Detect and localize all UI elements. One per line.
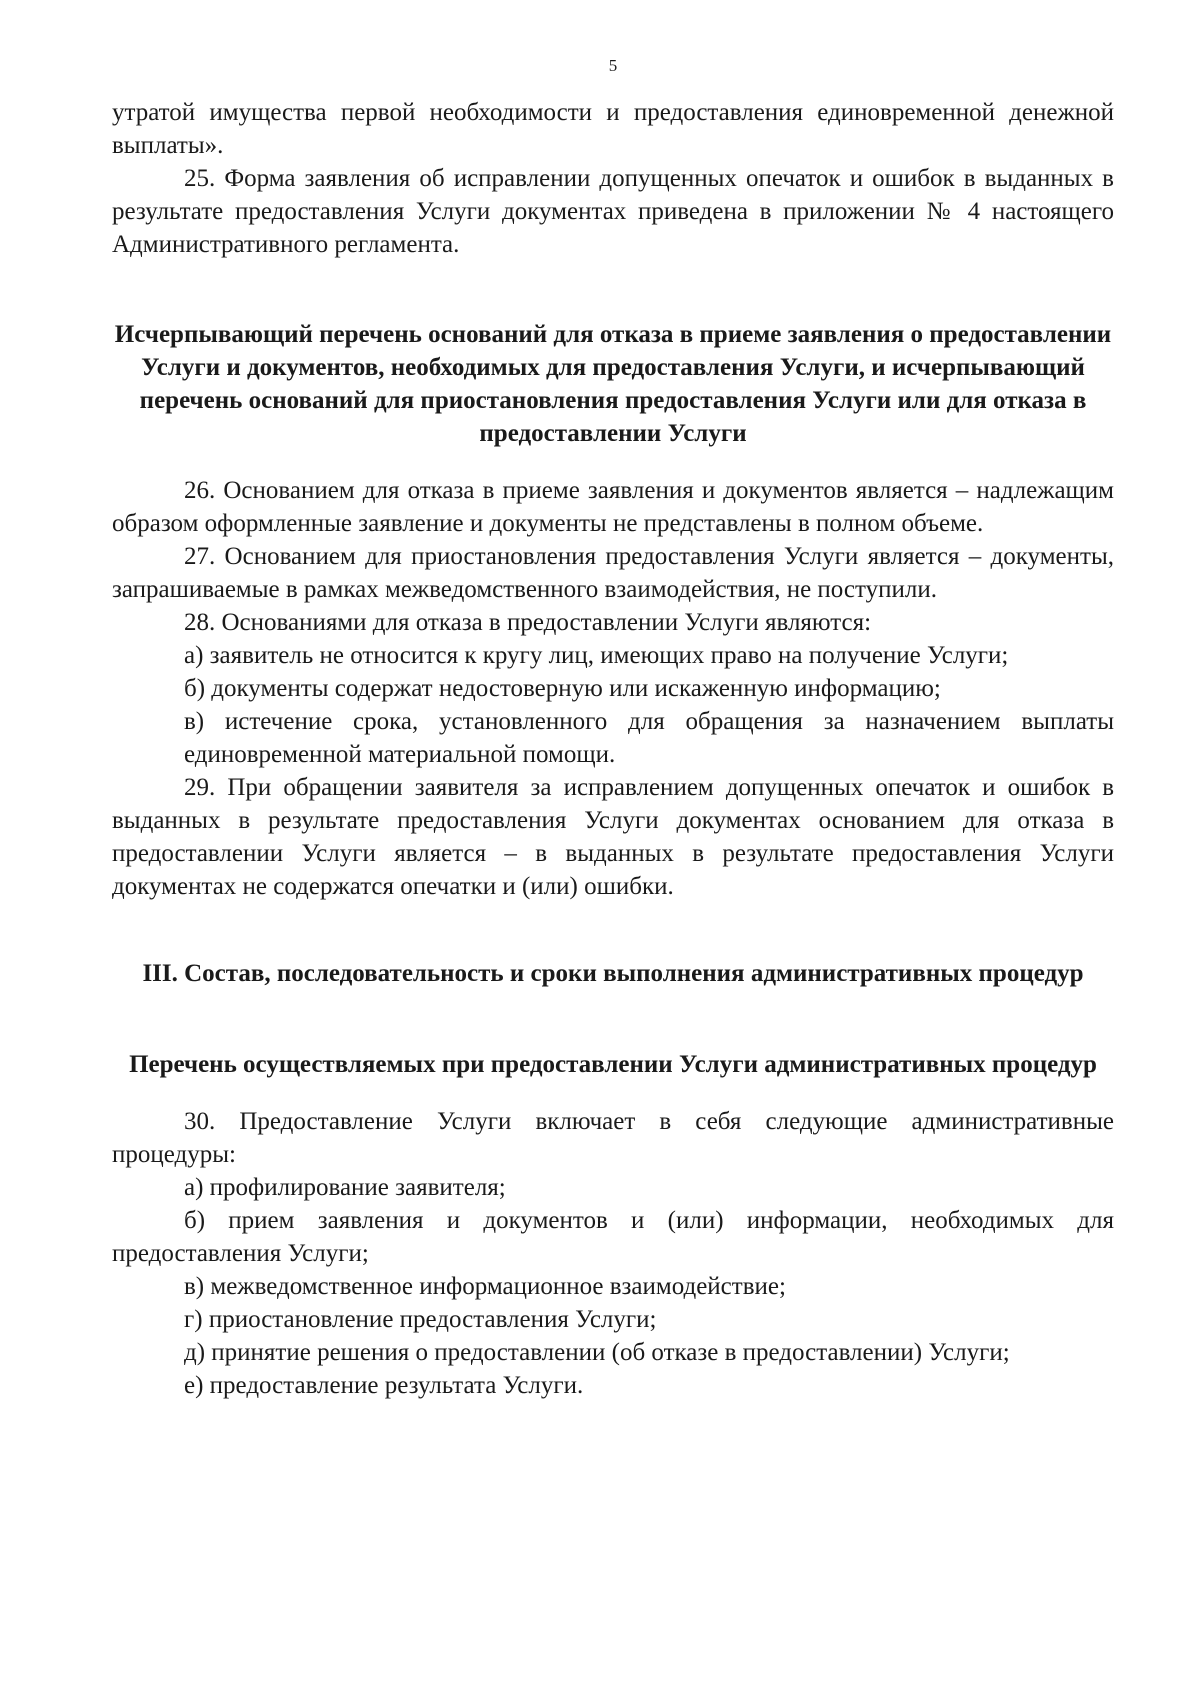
paragraph-28: 28. Основаниями для отказа в предоставлении Услуги являются: bbox=[184, 609, 872, 636]
list-item-30-e: е) предоставление результата Услуги. bbox=[184, 1372, 584, 1399]
list-item-28-a: а) заявитель не относится к кругу лиц, имеющих право на получение Услуги; bbox=[184, 642, 1009, 669]
continuation-paragraph: утратой имущества первой необходимости и предоставления единовременной денежной выплаты». bbox=[112, 99, 1114, 159]
paragraph-27: 27. Основанием для приостановления предоставления Услуги является – документы, запрашиваемые в рамках межведомственного взаимодействия, не поступили. bbox=[112, 543, 1114, 603]
list-item-28-v: в) истечение срока, установленного для обращения за назначением выплаты единовременной материальной помощи. bbox=[184, 708, 1114, 768]
spacer bbox=[112, 1081, 1114, 1105]
paragraph-25: 25. Форма заявления об исправлении допущенных опечаток и ошибок в выданных в результате предоставления Услуги документах приведена в приложении № 4 настоящего Административного регламента. bbox=[112, 165, 1114, 258]
list-item-30-g: г) приостановление предоставления Услуги; bbox=[184, 1306, 657, 1333]
spacer bbox=[112, 261, 1114, 318]
spacer bbox=[112, 450, 1114, 474]
list-item-30-b: б) прием заявления и документов и (или) информации, необходимых для предоставления Услуги; bbox=[112, 1207, 1114, 1267]
heading-refusal-grounds: Исчерпывающий перечень оснований для отказа в приеме заявления о предоставлении Услуги и документов, необходимых для предоставления Услуги, и исчерпывающий перечень оснований для приостановления предоставления Услуги или для отказа в предоставлении Услуги bbox=[114, 321, 1112, 447]
paragraph-30: 30. Предоставление Услуги включает в себя следующие административные процедуры: bbox=[112, 1108, 1114, 1168]
heading-procedures-list: Перечень осуществляемых при предоставлении Услуги административных процедур bbox=[129, 1051, 1097, 1078]
heading-section-iii: III. Состав, последовательность и сроки выполнения административных процедур bbox=[142, 960, 1084, 987]
list-item-30-a: а) профилирование заявителя; bbox=[184, 1174, 506, 1201]
spacer bbox=[112, 990, 1114, 1048]
spacer bbox=[112, 903, 1114, 957]
paragraph-26: 26. Основанием для отказа в приеме заявления и документов является – надлежащим образом оформленные заявление и документы не представлены в полном объеме. bbox=[112, 477, 1114, 537]
paragraph-29: 29. При обращении заявителя за исправлением допущенных опечаток и ошибок в выданных в результате предоставления Услуги документах основанием для отказа в предоставлении Услуги является – в выданных в результате предоставления Услуги документах не содержатся опечатки и (или) ошибки. bbox=[112, 774, 1114, 900]
list-item-28-b: б) документы содержат недостоверную или искаженную информацию; bbox=[184, 675, 941, 702]
page-number: 5 bbox=[608, 56, 618, 75]
list-item-30-v: в) межведомственное информационное взаимодействие; bbox=[184, 1273, 786, 1300]
list-item-30-d: д) принятие решения о предоставлении (об отказе в предоставлении) Услуги; bbox=[184, 1339, 1010, 1366]
